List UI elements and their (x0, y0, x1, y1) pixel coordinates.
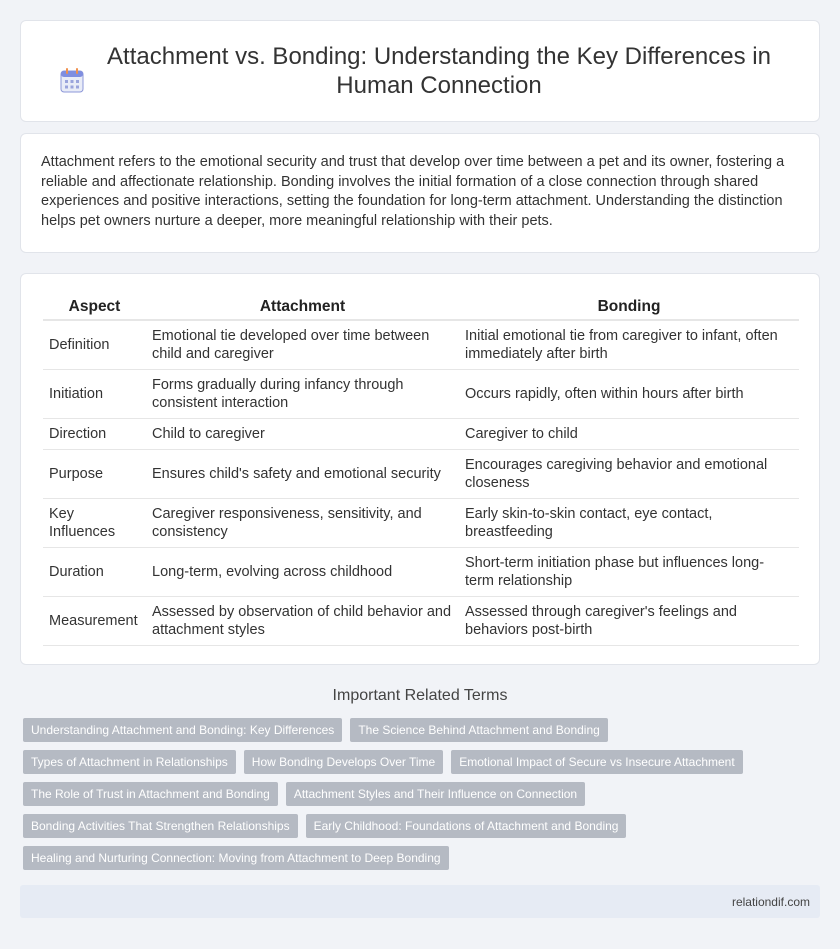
row-aspect: Key Influences (43, 499, 146, 548)
header-bonding: Bonding (459, 296, 799, 321)
calendar-icon (60, 67, 84, 93)
row-attachment: Ensures child's safety and emotional security (146, 450, 459, 499)
intro-card (20, 133, 820, 253)
table-header-row (43, 296, 799, 321)
tag-row (23, 718, 823, 742)
related-term-tag[interactable]: Understanding Attachment and Bonding: Key Differences (23, 718, 342, 742)
site-name[interactable]: relationdif.com (731, 895, 810, 909)
related-term-tag[interactable]: The Role of Trust in Attachment and Bonding (23, 782, 278, 806)
comparison-table-card (20, 273, 820, 665)
related-term-tag[interactable]: The Science Behind Attachment and Bonding (350, 718, 608, 742)
row-aspect: Duration (43, 548, 146, 597)
table-row (43, 419, 799, 450)
row-attachment: Long-term, evolving across childhood (146, 548, 459, 597)
row-bonding: Encourages caregiving behavior and emotional closeness (459, 450, 799, 499)
table-row (43, 597, 799, 646)
related-term-tag[interactable]: Emotional Impact of Secure vs Insecure Attachment (451, 750, 742, 774)
row-bonding: Occurs rapidly, often within hours after birth (459, 370, 799, 419)
row-bonding: Caregiver to child (459, 419, 799, 450)
table-row (43, 450, 799, 499)
related-term-tag[interactable]: Bonding Activities That Strengthen Relationships (23, 814, 298, 838)
row-attachment: Emotional tie developed over time between child and caregiver (146, 321, 459, 370)
row-aspect: Definition (43, 321, 146, 370)
footer (20, 885, 820, 918)
row-attachment: Forms gradually during infancy through consistent interaction (146, 370, 459, 419)
tag-row (23, 846, 823, 870)
row-attachment: Caregiver responsiveness, sensitivity, and consistency (146, 499, 459, 548)
tag-row (23, 782, 823, 806)
table-row (43, 548, 799, 597)
comparison-table (43, 296, 799, 646)
related-terms-list (23, 718, 823, 878)
related-term-tag[interactable]: Attachment Styles and Their Influence on Connection (286, 782, 585, 806)
row-bonding: Short-term initiation phase but influences long-term relationship (459, 548, 799, 597)
header-attachment: Attachment (146, 296, 459, 321)
related-term-tag[interactable]: How Bonding Develops Over Time (244, 750, 443, 774)
row-bonding: Assessed through caregiver's feelings and behaviors post-birth (459, 597, 799, 646)
tag-row (23, 750, 823, 774)
tag-row (23, 814, 823, 838)
page-title: Attachment vs. Bonding: Understanding the Key Differences in Human Connection (107, 43, 771, 99)
table-row (43, 370, 799, 419)
related-term-tag[interactable]: Healing and Nurturing Connection: Moving from Attachment to Deep Bonding (23, 846, 449, 870)
row-attachment: Assessed by observation of child behavior and attachment styles (146, 597, 459, 646)
related-terms-title: Important Related Terms (332, 687, 508, 704)
table-row (43, 499, 799, 548)
row-bonding: Early skin-to-skin contact, eye contact, breastfeeding (459, 499, 799, 548)
row-aspect: Purpose (43, 450, 146, 499)
related-term-tag[interactable]: Early Childhood: Foundations of Attachment and Bonding (306, 814, 627, 838)
table-row (43, 321, 799, 370)
row-aspect: Initiation (43, 370, 146, 419)
title-wrap (60, 42, 780, 100)
header-aspect: Aspect (43, 296, 146, 321)
row-aspect: Measurement (43, 597, 146, 646)
intro-paragraph: Attachment refers to the emotional security and trust that develop over time between a pet and its owner, fostering a reliable and affectionate relationship. Bonding involves the initial formation of a close connection through shared experiences and positive interactions, setting the foundation for long-term attachment. Understanding the distinction helps pet owners nurture a deeper, more meaningful relationship with their pets. (41, 154, 785, 229)
related-term-tag[interactable]: Types of Attachment in Relationships (23, 750, 236, 774)
header-card (20, 20, 820, 122)
row-bonding: Initial emotional tie from caregiver to infant, often immediately after birth (459, 321, 799, 370)
row-attachment: Child to caregiver (146, 419, 459, 450)
row-aspect: Direction (43, 419, 146, 450)
